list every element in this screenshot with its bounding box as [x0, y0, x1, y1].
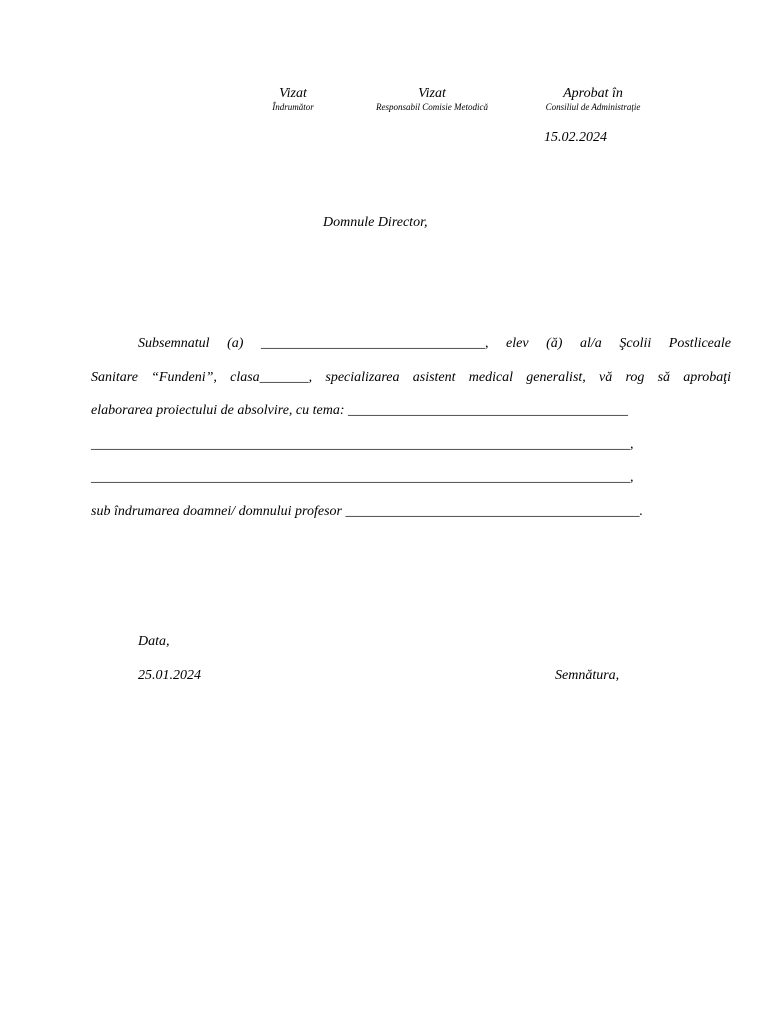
body-line: sub îndrumarea doamnei/ domnului profesor __________________________________________.	[91, 503, 643, 519]
salutation: Domnule Director,	[323, 215, 428, 230]
approval-block-comisie	[362, 86, 502, 113]
approval-subtitle: Îndrumător	[272, 102, 314, 112]
approval-block-consiliu	[518, 86, 668, 113]
approval-title: Vizat	[279, 86, 307, 101]
date-value: 25.01.2024	[138, 668, 201, 683]
request-body	[91, 327, 731, 528]
body-line: _____________________________________________________________________________,	[91, 470, 634, 485]
approval-subtitle: Consiliul de Administrație	[545, 102, 641, 112]
approval-date: 15.02.2024	[544, 130, 607, 145]
approval-subtitle: Responsabil Comisie Metodică	[376, 102, 488, 112]
approval-title: Aprobat în	[563, 86, 623, 101]
body-line: _____________________________________________________________________________,	[91, 436, 634, 452]
approval-block-indrumator	[243, 86, 343, 113]
body-line: Subsemnatul (a) ________________________________, elev (ă) al/a Şcolii Postliceale	[138, 336, 731, 351]
body-line: elaborarea proiectului de absolvire, cu tema: ________________________________________	[91, 403, 628, 418]
signature-label: Semnătura,	[555, 668, 620, 683]
approval-title: Vizat	[418, 86, 446, 101]
body-line: Sanitare “Fundeni”, clasa_______, specializarea asistent medical generalist, vă rog să aprobaţi	[91, 369, 731, 385]
date-label: Data,	[138, 634, 170, 649]
